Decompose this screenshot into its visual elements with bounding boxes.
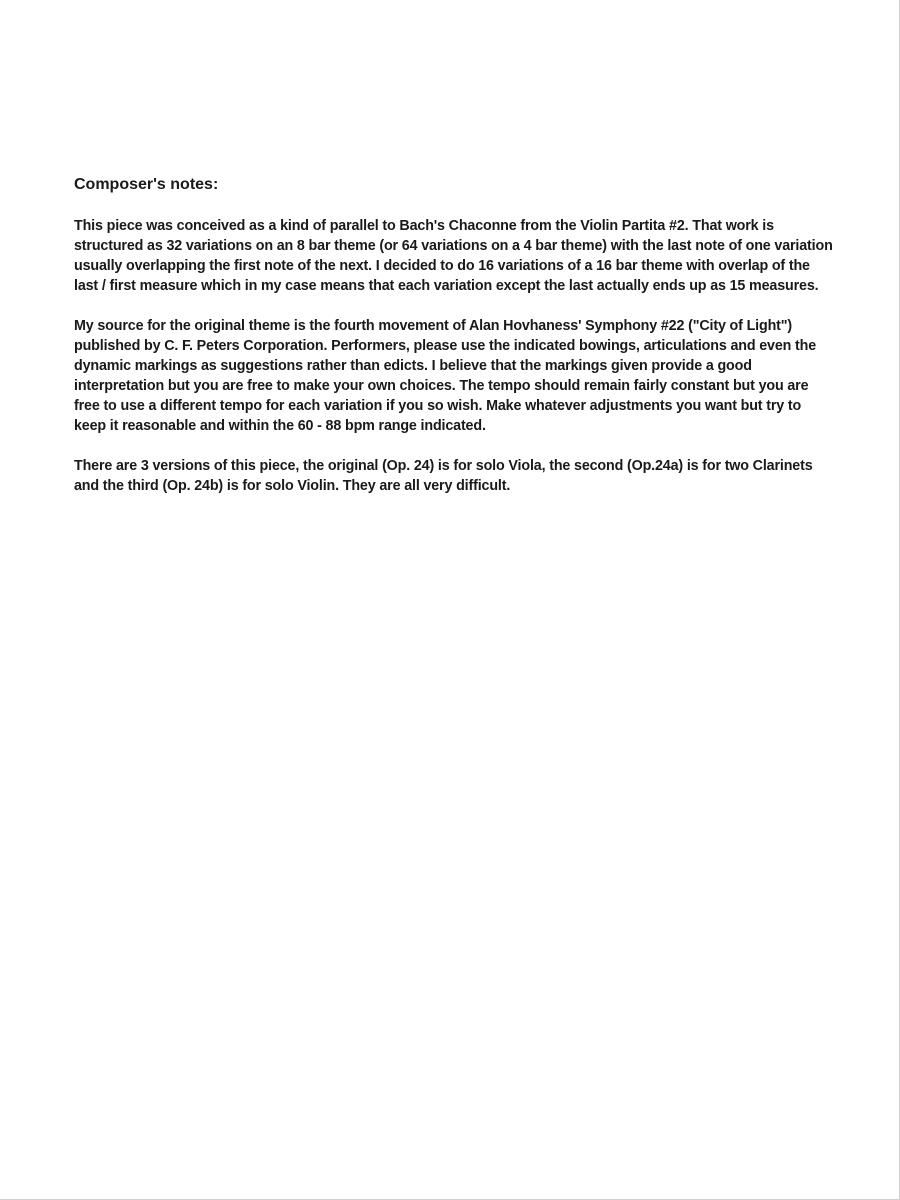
notes-paragraph-2: My source for the original theme is the fourth movement of Alan Hovhaness' Symphony #22 ("City of Light") published by C. F. Peters Corporation. Performers, please use the indicated bowings, articulations and even the dynamic markings as suggestions rather than edicts. I believe that the markings given provide a good interpretation but you are free to make your own choices. The tempo should remain fairly constant but you are free to use a different tempo for each variation if you so wish. Make whatever adjustments you want but try to keep it reasonable and within the 60 - 88 bpm range indicated.	[74, 318, 817, 434]
notes-heading: Composer's notes:	[74, 176, 219, 193]
notes-paragraph-3: There are 3 versions of this piece, the original (Op. 24) is for solo Viola, the second (Op.24a) is for two Clarinets and the third (Op. 24b) is for solo Violin. They are all very difficult.	[74, 458, 813, 494]
notes-content	[74, 174, 834, 516]
notes-paragraph-1: This piece was conceived as a kind of parallel to Bach's Chaconne from the Violin Partita #2. That work is structured as 32 variations on an 8 bar theme (or 64 variations on a 4 bar theme) with the last note of one variation usually overlapping the first note of the next. I decided to do 16 variations of a 16 bar theme with overlap of the last / first measure which in my case means that each variation except the last actually ends up as 15 measures.	[74, 218, 833, 294]
